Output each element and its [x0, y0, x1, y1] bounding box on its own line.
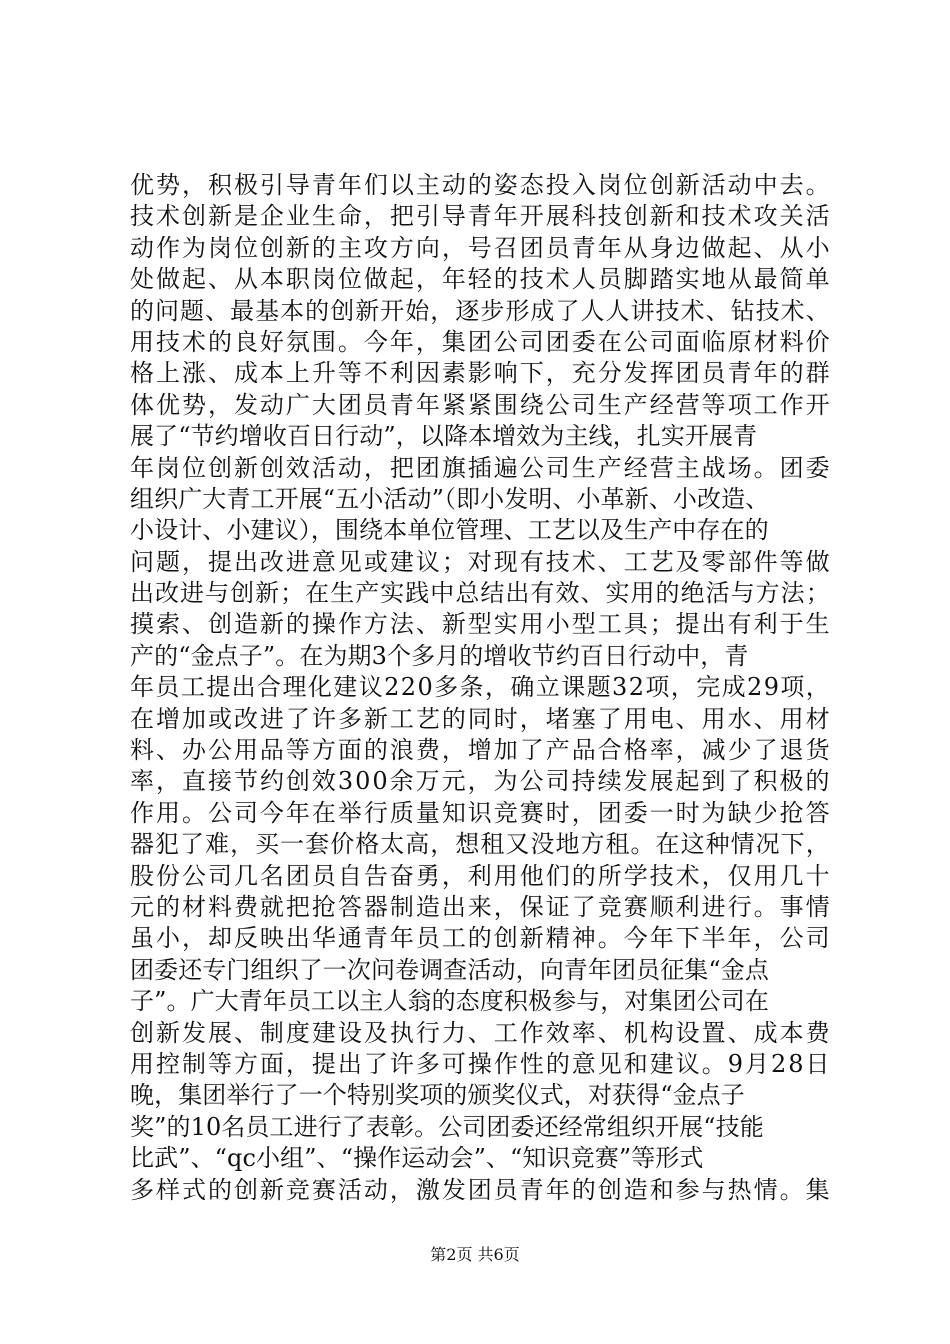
text-line: 处做起、从本职岗位做起，年轻的技术人员脚踏实地从最简单 [130, 265, 832, 294]
text-line: 在增加或改进了许多新工艺的同时，堵塞了用电、用水、用材 [130, 704, 832, 733]
text-line: 元的材料费就把抢答器制造出来，保证了竞赛顺利进行。事情 [130, 892, 832, 921]
text-line: 晚，集团举行了一个特别奖项的颁奖仪式，对获得“金点子 [130, 1081, 745, 1110]
text-line: 比武”、“qc小组”、“操作运动会”、“知识竞赛”等形式 [130, 1144, 704, 1173]
text-line: 作用。公司今年在举行质量知识竞赛时，团委一时为缺少抢答 [130, 798, 832, 827]
page-footer: 第2页 共6页 [430, 1245, 520, 1264]
text-line: 格上涨、成本上升等不利因素影响下，充分发挥团员青年的群 [130, 359, 832, 388]
text-line: 年岗位创新创效活动，把团旗插遍公司生产经营主战场。团委 [130, 453, 832, 482]
text-line: 多样式的创新竞赛活动，激发团员青年的创造和参与热情。集 [130, 1175, 832, 1204]
text-line: 展了“节约增收百日行动”，以降本增效为主线，扎实开展青 [130, 422, 758, 451]
text-line: 股份公司几名团员自告奋勇，利用他们的所学技术，仅用几十 [130, 861, 832, 890]
text-line: 组织广大青工开展“五小活动”（即小发明、小革新、小改造、 [130, 484, 770, 513]
text-line: 创新发展、制度建设及执行力、工作效率、机构设置、成本费 [130, 1018, 832, 1047]
text-line: 用技术的良好氛围。今年，集团公司团委在公司面临原材料价 [130, 327, 832, 356]
text-line: 料、办公用品等方面的浪费，增加了产品合格率，减少了退货 [130, 736, 832, 765]
text-line: 率，直接节约创效300余万元，为公司持续发展起到了积极的 [130, 767, 832, 796]
text-line: 团委还专门组织了一次问卷调查活动，向青年团员征集“金点 [130, 955, 769, 984]
text-line: 的问题、最基本的创新开始，逐步形成了人人讲技术、钻技术、 [130, 296, 831, 325]
text-line: 子”。广大青年员工以主人翁的态度积极参与，对集团公司在 [130, 987, 769, 1016]
text-line: 器犯了难，买一套价格太高，想租又没地方租。在这种情况下， [130, 830, 831, 859]
text-line: 优势，积极引导青年们以主动的姿态投入岗位创新活动中去。 [130, 171, 832, 199]
text-line: 摸索、创造新的操作方法、新型实用小型工具；提出有利于生 [130, 610, 832, 639]
text-line: 产的“金点子”。在为期3个多月的增收节约百日行动中，青 [130, 641, 749, 670]
text-line: 问题，提出改进意见或建议；对现有技术、工艺及零部件等做 [130, 547, 832, 576]
text-line: 小设计、小建议），围绕本单位管理、工艺以及生产中存在的 [130, 516, 769, 545]
text-line: 体优势，发动广大团员青年紧紧围绕公司生产经营等项工作开 [130, 390, 832, 419]
text-line: 虽小，却反映出华通青年员工的创新精神。今年下半年，公司 [130, 924, 832, 953]
text-line: 出改进与创新；在生产实践中总结出有效、实用的绝活与方法； [130, 579, 831, 608]
text-line: 技术创新是企业生命，把引导青年开展科技创新和技术攻关活 [130, 202, 832, 231]
text-line: 奖”的10名员工进行了表彰。公司团委还经常组织开展“技能 [130, 1112, 764, 1141]
body-text [130, 170, 830, 1206]
text-line: 用控制等方面，提出了许多可操作性的意见和建议。9月28日 [130, 1049, 832, 1078]
text-line: 动作为岗位创新的主攻方向，号召团员青年从身边做起、从小 [130, 233, 832, 262]
text-line: 年员工提出合理化建议220多条，确立课题32项，完成29项， [130, 673, 832, 702]
